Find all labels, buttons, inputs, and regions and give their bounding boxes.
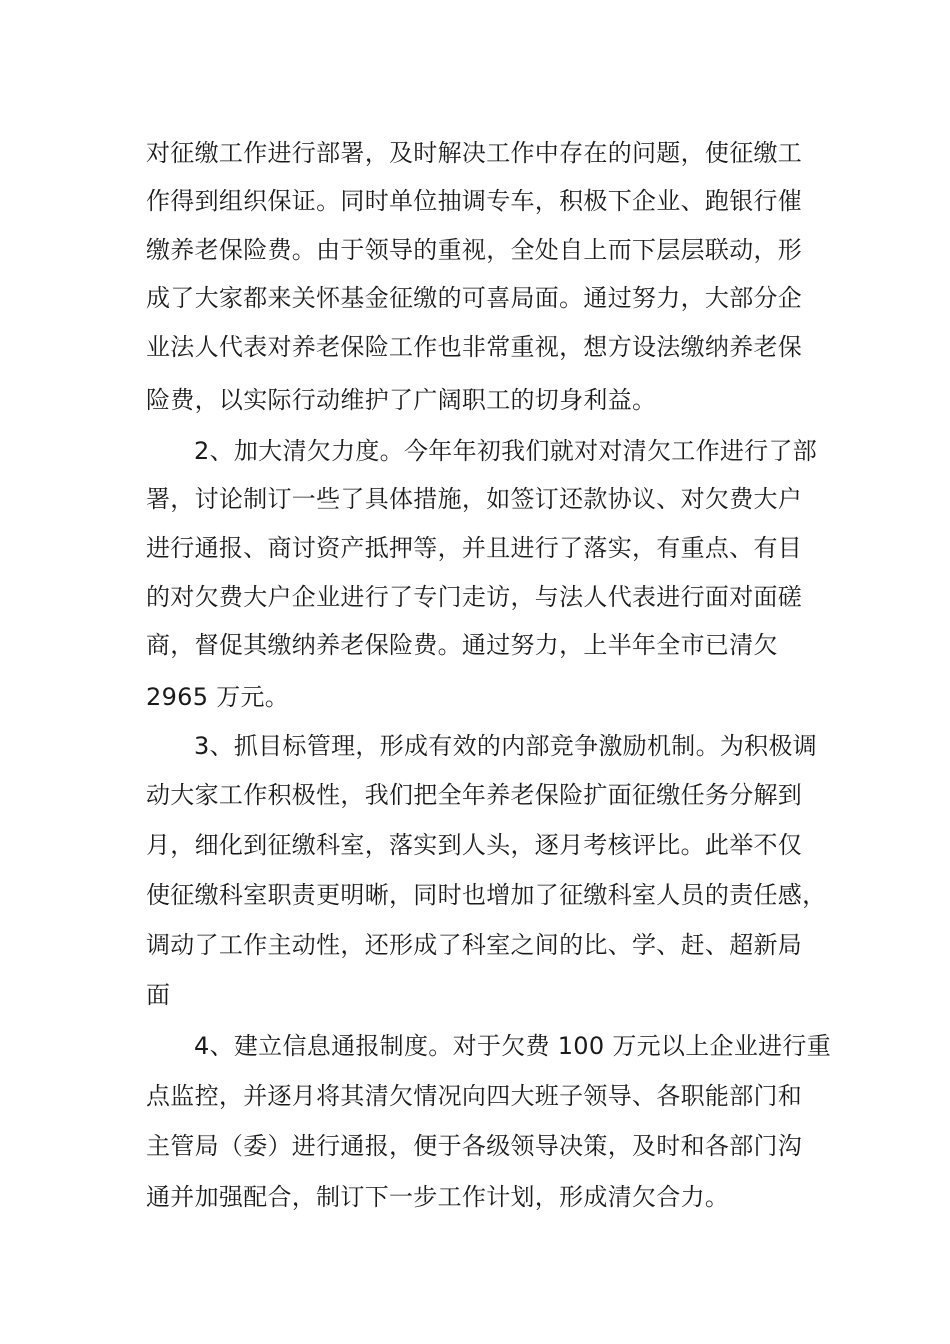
- text-line: 2965 万元。: [146, 683, 290, 711]
- text-line: 调动了工作主动性，还形成了科室之间的比、学、赶、超新局: [146, 931, 803, 959]
- text-line: 商，督促其缴纳养老保险费。通过努力，上半年全市已清欠: [146, 631, 778, 659]
- text-line: 使征缴科室职责更明晰，同时也增加了征缴科室人员的责任感，: [146, 881, 827, 909]
- text-line: 主管局（委）进行通报，便于各级领导决策，及时和各部门沟: [146, 1132, 803, 1160]
- text-line: 进行通报、商讨资产抵押等，并且进行了落实，有重点、有目: [146, 534, 803, 562]
- paragraph-2-first-line: 2、加大清欠力度。今年年初我们就对对清欠工作进行了部: [194, 437, 818, 465]
- text-line: 面: [146, 981, 171, 1009]
- text-line: 动大家工作积极性，我们把全年养老保险扩面征缴任务分解到: [146, 781, 803, 809]
- text-line: 月，细化到征缴科室，落实到人头，逐月考核评比。此举不仅: [146, 831, 803, 859]
- text-line: 业法人代表对养老保险工作也非常重视，想方设法缴纳养老保: [146, 333, 803, 361]
- paragraph-4-first-line: 4、建立信息通报制度。对于欠费 100 万元以上企业进行重: [194, 1032, 832, 1060]
- text-line: 作得到组织保证。同时单位抽调专车，积极下企业、跑银行催: [146, 187, 803, 215]
- text-line: 对征缴工作进行部署，及时解决工作中存在的问题，使征缴工: [146, 139, 803, 167]
- text-line: 通并加强配合，制订下一步工作计划，形成清欠合力。: [146, 1183, 730, 1211]
- paragraph-3-first-line: 3、抓目标管理，形成有效的内部竞争激励机制。为积极调: [194, 732, 818, 760]
- text-line: 险费，以实际行动维护了广阔职工的切身利益。: [146, 386, 657, 414]
- text-line: 的对欠费大户企业进行了专门走访，与法人代表进行面对面磋: [146, 583, 803, 611]
- text-line: 点监控，并逐月将其清欠情况向四大班子领导、各职能部门和: [146, 1082, 803, 1110]
- text-line: 缴养老保险费。由于领导的重视，全处自上而下层层联动，形: [146, 236, 803, 264]
- text-line: 署，讨论制订一些了具体措施，如签订还款协议、对欠费大户: [146, 485, 803, 513]
- text-line: 成了大家都来关怀基金征缴的可喜局面。通过努力，大部分企: [146, 284, 803, 312]
